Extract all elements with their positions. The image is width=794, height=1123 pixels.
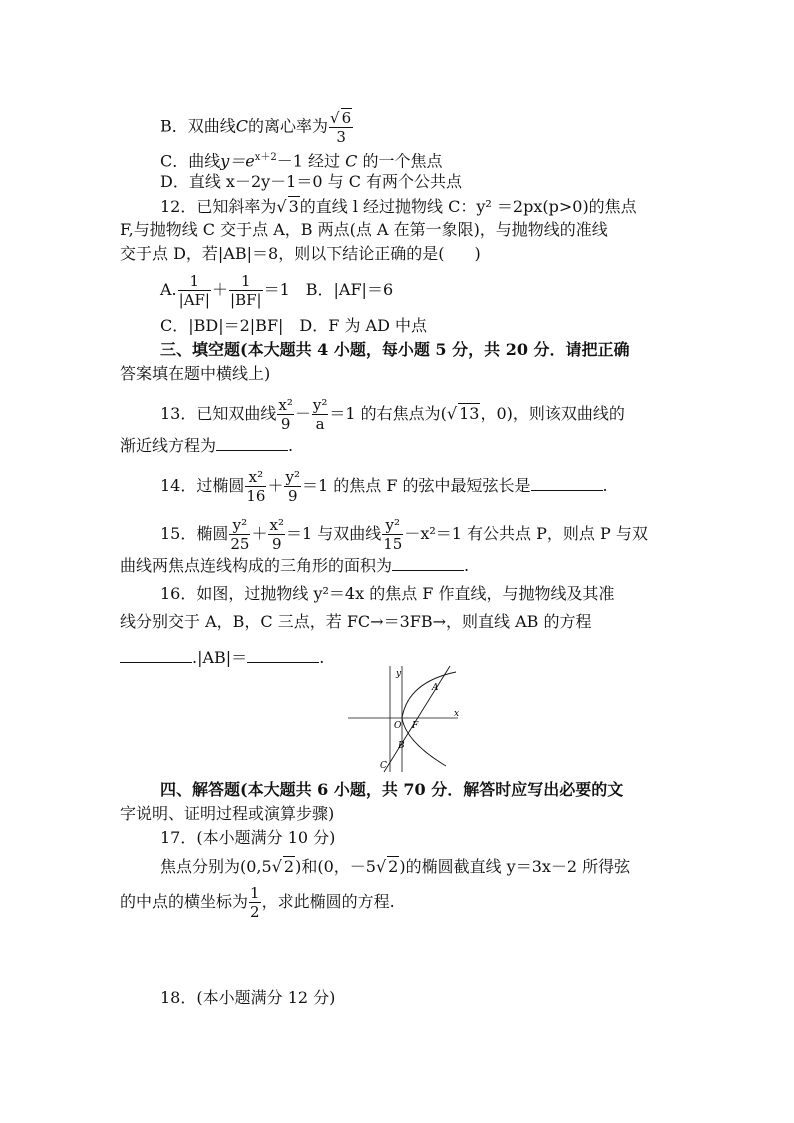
answer-blank[interactable]	[120, 648, 192, 663]
fraction: $\frac{1}{|BF|}$	[230, 272, 262, 309]
answer-blank[interactable]	[216, 436, 288, 451]
q17-line-1: 焦点分别为(0,5√ 2)和(0，－5√ 2)的椭圆截直线 y＝3x－2 所得弦	[160, 857, 631, 876]
math-var: C	[235, 116, 249, 136]
q17-title: 17．(本小题满分 10 分)	[160, 828, 336, 847]
parabola-curve	[402, 672, 456, 766]
q18-title: 18．(本小题满分 12 分)	[160, 988, 336, 1007]
q14-line: 14．过椭圆 $\frac{\text{x²}}{16}$ ＋ $\frac{\text{y²}}{9}$ ＝1 的焦点 F 的弦中最短弦长是 .	[160, 468, 608, 505]
q17-line-2: 的中点的横坐标为 $\frac{1}{2}$ ，求此椭圆的方程.	[120, 884, 395, 921]
label-a: A	[432, 683, 439, 693]
fraction: $\frac{1}{2}$	[250, 884, 260, 921]
fraction: $\frac{\text{x²}}{9}$	[269, 516, 284, 553]
fraction: $\frac{\text{x²}}{16}$	[246, 468, 266, 505]
parabola-figure	[346, 662, 470, 774]
fraction: $\frac{\text{y²}}{9}$	[285, 468, 300, 505]
label-c: C	[380, 761, 387, 771]
q11-option-c: C．曲线$y=e^{x+2}-1$ 经过 C 的一个焦点	[160, 151, 443, 171]
fraction: $\frac{\text{y²}}{15}$	[383, 516, 403, 553]
q12-line-3: 交于点 D，若|AB|＝8，则以下结论正确的是( )	[120, 244, 481, 263]
answer-blank[interactable]	[531, 476, 603, 491]
label-y: y	[396, 669, 402, 679]
q15-line-1: 15．椭圆 $\frac{\text{y²}}{25}$ ＋ $\frac{\text{x²}}{9}$ ＝1 与双曲线 $\frac{\text{y²}}{15}$ －x²＝1 有公共点 P，则点 P 与双	[160, 516, 648, 553]
fraction: $\frac{1}{|AF|}$	[178, 272, 210, 309]
q12-line-1: 12．已知斜率为√ 3的直线 l 经过抛物线 C：y² ＝2px(p>0)的焦点	[160, 197, 637, 216]
answer-blank[interactable]	[392, 556, 464, 571]
section-4-heading-cont: 字说明、证明过程或演算步骤)	[120, 804, 335, 823]
line-ab	[384, 666, 450, 772]
q16-line-2: 线分别交于 A，B，C 三点，若 FC→＝3FB→，则直线 AB 的方程	[120, 612, 592, 631]
fraction: $\frac{\text{y²}}{25}$	[230, 516, 250, 553]
q12-line-2: F,与抛物线 C 交于点 A，B 两点(点 A 在第一象限)，与抛物线的准线	[120, 220, 608, 239]
section-3-heading-cont: 答案填在题中横线上)	[120, 364, 271, 383]
q15-line-2: 曲线两焦点连线构成的三角形的面积为 .	[120, 556, 470, 575]
q13-line-1: 13．已知双曲线 $\frac{\text{x²}}{9}$ － $\frac{\text{y²}}{a}$ ＝1 的右焦点为(√ 13，0)，则该双曲线的	[160, 396, 625, 433]
fraction: $\frac{√ 6}{3}$	[330, 109, 352, 146]
q11-option-b: B．双曲线C的离心率为 $\frac{√ 6}{3}$	[160, 109, 352, 146]
label-o: O	[394, 721, 402, 731]
q16-line-3: .|AB|＝ .	[120, 648, 324, 668]
fraction: $\frac{\text{y²}}{a}$	[312, 396, 328, 433]
label-x: x	[454, 709, 460, 719]
answer-blank[interactable]	[247, 648, 319, 663]
q16-line-1: 16．如图，过抛物线 y²＝4x 的焦点 F 作直线，与抛物线及其准	[160, 584, 615, 603]
q12-option-ab: A. $\frac{1}{|AF|}$ ＋ $\frac{1}{|BF|}$ ＝1 B．|AF|＝6	[160, 272, 394, 309]
section-4-heading: 四、解答题(本大题共 6 小题，共 70 分．解答时应写出必要的文	[160, 780, 624, 799]
q12-option-cd: C．|BD|＝2|BF| D．F 为 AD 中点	[160, 316, 428, 335]
fraction: $\frac{\text{x²}}{9}$	[278, 396, 293, 433]
q13-line-2: 渐近线方程为 .	[120, 436, 294, 455]
label-f: F	[412, 721, 419, 731]
q11-option-d: D．直线 x－2y－1＝0 与 C 有两个公共点	[160, 172, 463, 191]
section-3-heading: 三、填空题(本大题共 4 小题，每小题 5 分，共 20 分．请把正确	[160, 340, 630, 359]
label-b: B	[398, 741, 405, 751]
